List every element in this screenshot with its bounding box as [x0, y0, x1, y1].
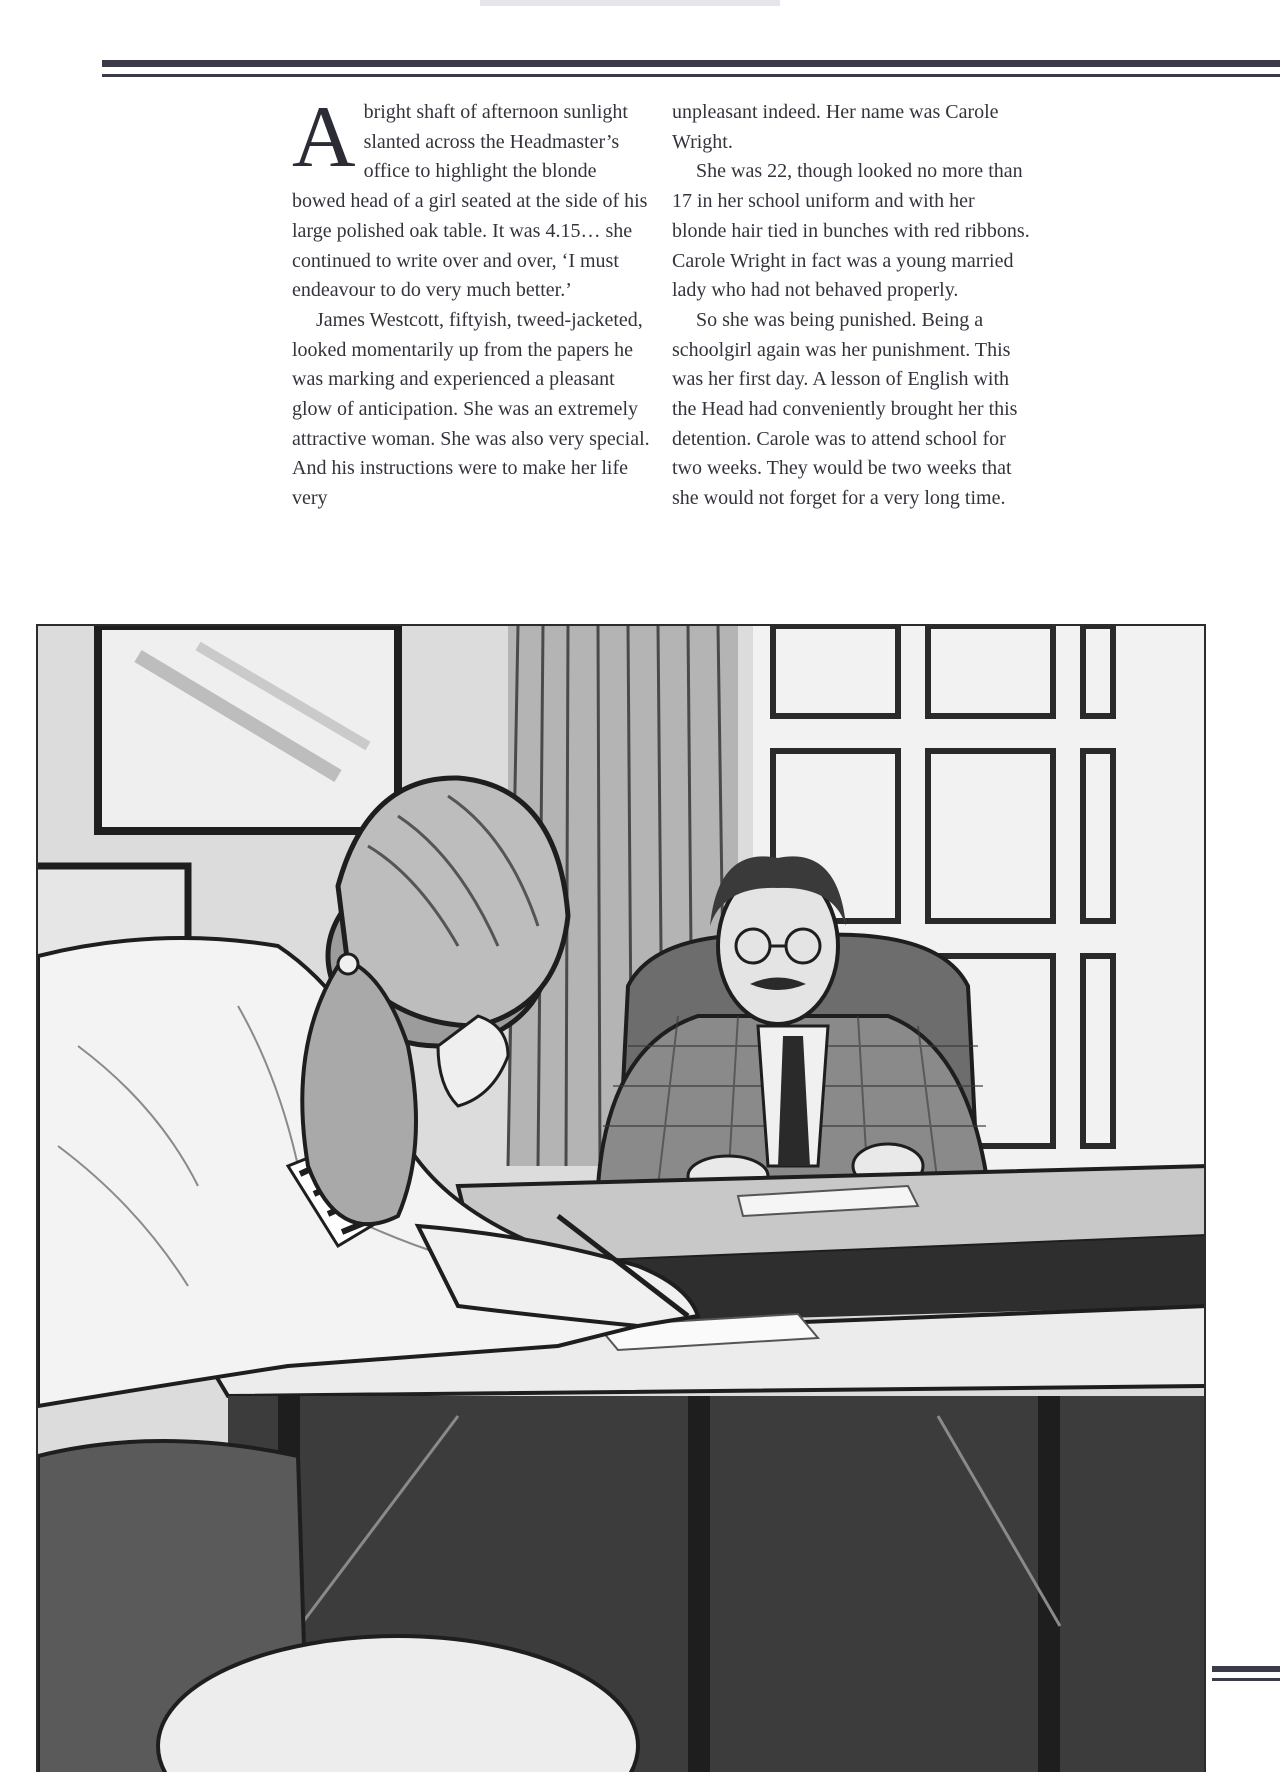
- paragraph: [292, 89, 652, 306]
- header-rule-thick: [102, 60, 1280, 67]
- header-rule-thin: [102, 74, 1280, 77]
- text-column-right: [672, 98, 1032, 514]
- drop-cap: A: [292, 89, 356, 186]
- paragraph: So she was being punished. Being a schoolgirl again was her punishment. This was her first day. A lesson of English with the Head had conveniently brought her this detention. Carole was to attend school for two weeks. They would be two weeks that she would not forget for a very long time.: [672, 308, 1018, 510]
- footer-rule-thick: [1212, 1666, 1280, 1672]
- paragraph: James Westcott, fiftyish, tweed-jacketed, looked momentarily up from the papers he was marking and experienced a pleasant glow of anticipation. She was an extremely attractive woman. She was also very special. And his instructions were to make her life very: [292, 308, 650, 510]
- footer-rule-thin: [1212, 1678, 1280, 1681]
- text-column-left: [292, 89, 652, 514]
- paragraph: She was 22, though looked no more than 17 in her school uniform and with her blonde hair tied in bunches with red ribbons. Carole Wright in fact was a young married lady who had not behaved properly.: [672, 160, 1030, 302]
- page-top-smudge: [480, 0, 780, 6]
- paragraph-text: bright shaft of afternoon sunlight slanted across the Headmaster’s office to highlight the blonde bowed head of a girl seated at the side of his large polished oak table. It was 4.15… she continued to write over and over, ‘I must endeavour to do very much better.’: [292, 101, 648, 302]
- illustration-artwork: [38, 626, 1206, 1772]
- illustration-panel: [36, 624, 1206, 1772]
- paragraph: unpleasant indeed. Her name was Carole Wright.: [672, 101, 999, 153]
